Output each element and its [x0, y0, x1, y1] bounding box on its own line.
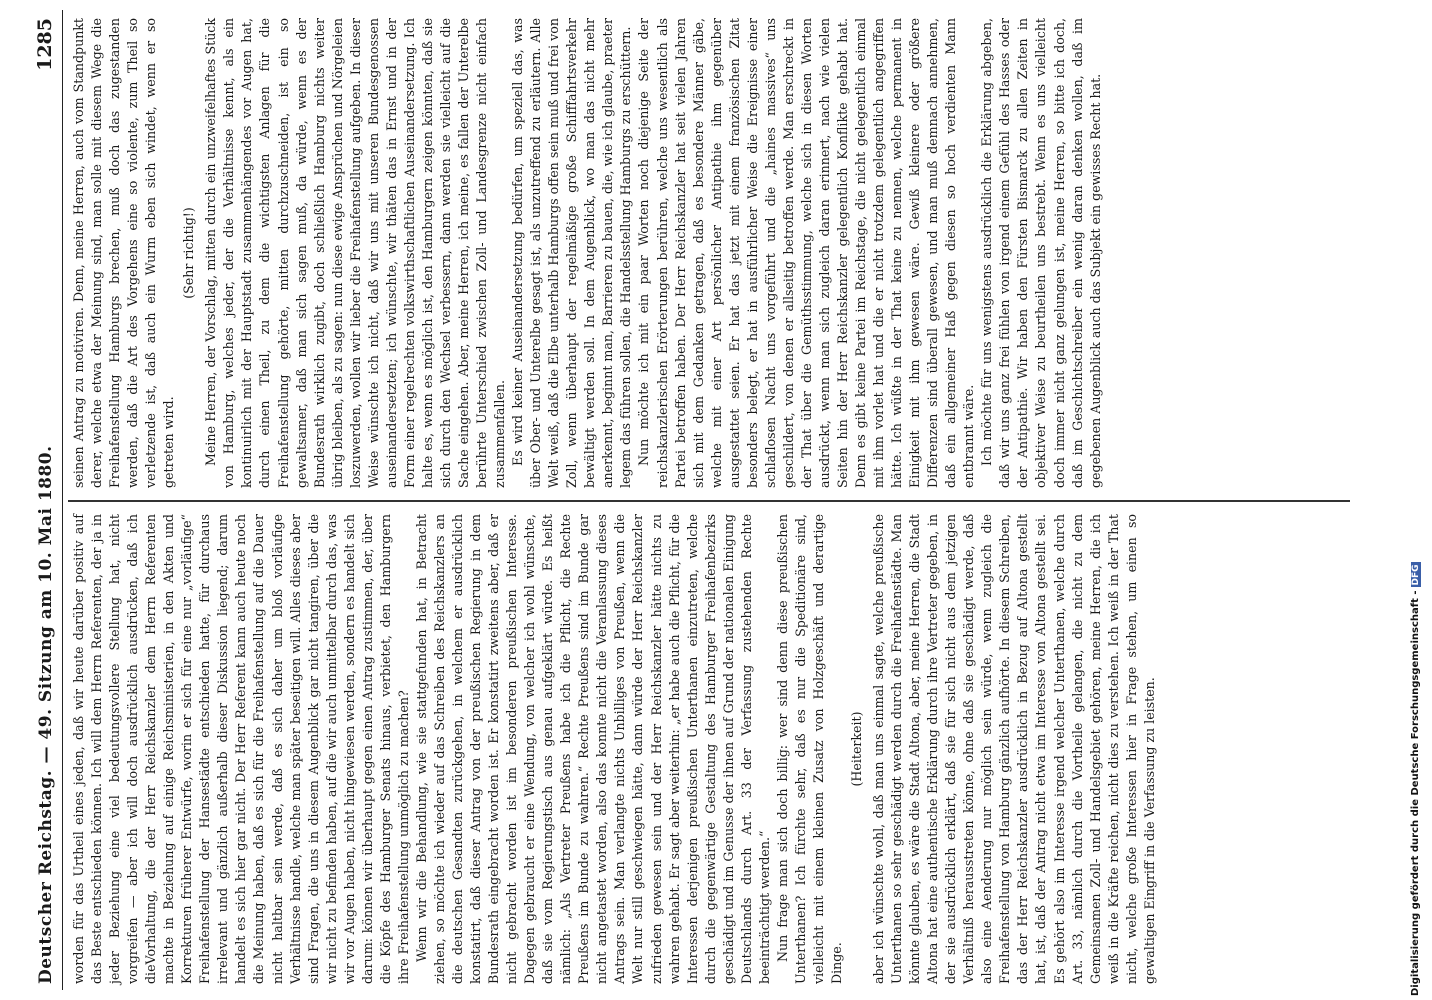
page-header — [30, 10, 63, 990]
paragraph: aber ich wünschte wohl, daß man uns einmal sagte, welche preußische Unterthanen so sehr geschädigt werden durch die Freihafenstädte. Man könnte glauben, es wäre die Stadt Altona, aber, meine Herren, die Stadt Altona hat eine authentische Erklärung durch ihre Vertreter gegeben, in der sie ausdrücklich erklärt, daß sie für sich nicht aus dem jetzigen Verhältniß herausstreten könne, ohne daß sie geschädigt werde, daß also eine Aenderung nur möglich sein würde, wenn zugleich die Freihafenstellung von Hamburg gänzlich aufhörte. In diesem Schreiben, das der Herr Reichskanzler ausdrücklich in Bezug auf Altona gestellt hat, ist, daß der Antrag nicht etwa im Interesse von Altona gestellt sei. Es gehört also im Interesse irgend welcher Unterthanen, welche durch Art. 33, nämlich durch die Vortheile gelangen, die nicht zu dem Gemeinsamen Zoll- und Handelsgebiet gehören, meine Herren, die ich weiß in die Kräfte reichen, nicht dies zu verstehen. Ich weiß in der That nicht, welche große Interessen hier in Frage stehen, um einen so gewaltigen Eingriff in die Verfassung zu leisten. — [871, 514, 1157, 984]
interjection: (Sehr richtig!) — [181, 207, 197, 299]
column-divider — [68, 501, 1350, 503]
paragraph: Es wird keiner Auseinandersetzung bedürfen, um speziell das, was über Ober- und Unterelbe gesagt ist, als unzutreffend zu erläutern. Alle Welt weiß, daß die Elbe unterhalb Hamburgs offen sein muß und frei von Zoll, wenn überhaupt der regelmäßige große Schifffahrtsverkehr bewältigt werden soll. In dem Augenblick, wo man das nicht mehr anerkennt, beginnt man, Barrieren zu bauen, die, wie ich glaube, praeter legem das führen sollen, die Handelsstellung Hamburgs zu erschüttern. — [510, 18, 634, 488]
running-title: Deutscher Reichstag. — 49. Sitzung am 10. Mai 1880. — [36, 445, 56, 984]
digitization-note-text: Digitalisierung gefördert durch die Deutsche Forschungsgemeinschaft - — [1410, 590, 1421, 996]
page-number: 1285 — [34, 18, 56, 71]
paragraph: Ich möchte für uns wenigstens ausdrücklich die Erklärung abgeben, daß wir uns ganz frei fühlen von irgend einem Gefühl des Hasses oder der Antipathie. Wir haben den Fürsten Bismarck zu allen Zeiten in objektiver Weise zu beurtheilen uns bestrebt. Wenn es uns vielleicht doch immer nicht ganz gelungen ist, meine Herren, so bitte ich doch, daß im Geschichtschreiber ein wenig daran denken wollen, daß im gegebenen Augenblick auch das Subjekt ein gewisses Recht hat. — [979, 18, 1103, 488]
paragraph: Meine Herren, der Vorschlag, mitten durch ein unzweifelhaftes Stück von Hamburg, welches jeder, der die Verhältnisse kennt, als ein kontinuirlich mit der Hauptstadt zusammenhängendes vor Augen hat, durch einen Theil, zu dem die wichtigsten Anlagen für die Freihafenstellung gehörte, mitten durchzuschneiden, ist ein so gewaltsamer, daß man sich sagen muß, da würde, wenn es der Bundesrath wirklich zugibt, doch schließlich Hamburg nichts weiter übrig bleiben, als zu sagen: nun diese ewige Ansprüchen und Nörgeleien loszuwerden, wollen wir lieber die Freihafenstellung aufgeben. In dieser Weise wünschte ich nicht, daß wir uns mit unseren Bundesgenossen auseinandersetzten; ich wünschte, wir thäten das in Ernst und in der Form einer regelrechten volkswirthschaftlichen Auseinandersetzung. Ich halte es, wenn es möglich ist, den Hamburgern zeigen könnten, daß sie sich durch den Wechsel verbessern, dann werden sie vielleicht auf die Sache eingehen. Aber, meine Herren, ich meine, es fallen der Unterelbe berührte Unterschied zwischen Zoll- und Landesgrenze nicht einfach zusammenfallen. — [203, 18, 508, 488]
digitization-note — [1410, 562, 1421, 996]
interjection: (Heiterkeit) — [849, 711, 865, 787]
right-column — [70, 18, 1105, 488]
paragraph: Nun frage man sich doch billig: wer sind denn diese preußischen Unterthanen? Ich fürchte sehr, daß es nur die Speditionäre sind, vielleicht mit einem kleinen Zusatz von Holzgeschäft und derartige Dinge. — [774, 514, 844, 984]
paragraph: Wenn wir die Behandlung, wie sie stattgefunden hat, in Betracht ziehen, so möchte ich wieder auf das Schreiben des Reichskanzlers an die deutschen Gesandten zurückgehen, in welchem er ausdrücklich konstatirt, daß dieser Antrag von der preußischen Regierung in dem Bundesrath eingebracht worden ist. Er konstatirt zweitens aber, daß er nicht gebracht worden ist im besonderen preußischen Interesse. Dagegen gebraucht er eine Wendung, von welcher ich wohl wünschte, daß sie vom Regierungstisch aus genau aufgeklärt würde. Es heißt nämlich: „Als Vertreter Preußens habe ich die Pflicht, die Rechte Preußens im Bunde zu wahren.“ Rechte Preußens sind im Bunde gar nicht angetastet worden, also das konnte nicht die Veranlassung dieses Antrags sein. Man verlangte nichts Unbilliges von Preußen, wenn die Welt nur still geschwiegen hätte, dann würde der Herr Reichskanzler zufrieden gewesen sein und der Herr Reichskanzler hätte nichts zu wahren gehabt. Er sagt aber weiterhin: „er habe auch die Pflicht, für die Interessen derjenigen preußischen Unterthanen einzutreten, welche durch die gegenwärtige Gestaltung des Hamburger Freihafenbezirks geschädigt und im Genusse der ihnen auf Grund der nationalen Einigung Deutschlands durch Art. 33 der Verfassung zustehenden Rechte beeinträchtigt werden.“ — [413, 514, 772, 984]
paragraph: Nun möchte ich mit ein paar Worten noch diejenige Seite der reichskanzlerischen Erörterungen berühren, welche uns wesentlich als Partei betroffen haben. Der Herr Reichskanzler hat seit vielen Jahren sich mit dem Gedanken getragen, daß es besondere Männer gäbe, welche mit einer Art persönlicher Antipathie ihm gegenüber ausgestattet seien. Er hat das jetzt mit einem französischen Zitat besonders belegt, er hat in ausführlicher Weise die Ereignisse einer schlaflosen Nacht uns vorgeführt und die „haines massives“ uns geschildert, von denen er allseitig betroffen werde. Man erschreckt in der That über die Gemüthsstimmung, welche sich in diesen Worten ausdrückt, wenn man sich zugleich daran erinnert, nach wie vielen Seiten hin der Herr Reichskanzler gelegentlich Konflikte gehabt hat. Denn es gibt keine Partei im Reichstage, die nicht gelegentlich einmal mit ihm vorlet hat und die er nicht trotzdem gelegentlich angegriffen hätte. Ich wüßte in der That keine zu nennen, welche permanent in Einigkeit mit ihm gewesen wäre. Gewiß kleinere oder größere Differenzen sind überall gewesen, und man muß demnach annehmen, daß ein allgemeiner Haß gegen diesen so hoch verdienten Mann entbrannt wäre. — [636, 18, 977, 488]
dfg-logo: DFG — [1411, 564, 1421, 586]
left-column — [70, 514, 1159, 984]
paragraph: seinen Antrag zu motiviren. Denn, meine Herren, auch vom Standpunkt derer, welche etwa der Meinung sind, man solle mit diesem Wege die Freihafenstellung Hamburgs brechen, muß doch das zugestanden werden, daß die Art des Vorgehens eine so violente, zum Theil so verletzende ist, daß auch ein Wurm eben sich windet, wenn er so getreten wird. — [71, 18, 177, 488]
rotated-page-content — [30, 10, 1360, 990]
paragraph: worden für das Urtheil eines jeden, daß wir heute darüber positiv auf das Beste entschieden können. Ich will dem Herrn Referenten, der ja in jeder Beziehung eine viel bedeutungsvollere Stellung hat, nicht vorgreifen — aber ich will doch ausdrücklich ausdrücken, daß ich dieVorhaltung, die der Herr Reichskanzler dem Herrn Referenten machte in Beziehung auf einige Reichsministerien, in den Akten und Korrekturen früherer Entwürfe, worin er sich für eine nur „vorläufige“ Freihafenstellung der Hansestädte entschieden hatte, für durchaus irrelevant und gänzlich außerhalb dieser Diskussion liegend; darum handelt es sich hier gar nicht. Der Herr Referent kann auch heute noch die Meinung haben, daß es sich für die Freihafenstellung auf die Dauer nicht haltbar sein werde, daß es sich daher um bloß vorläufige Verhältnisse handle, welche man später beseitigen will. Alles dieses aber sind Fragen, die uns in diesem Augenblick gar nicht tangiren, über die wir nicht zu befinden haben, auf die wir auch unmittelbar durch das, was wir vor Augen haben, nicht hingewiesen werden, sondern es handelt sich darum: können wir überhaupt gegen einen Antrag zustimmen, der, über die Köpfe des Hamburger Senats hinaus, verbietet, den Hamburgern ihre Freihafenstellung unmöglich zu machen? — [71, 514, 411, 984]
